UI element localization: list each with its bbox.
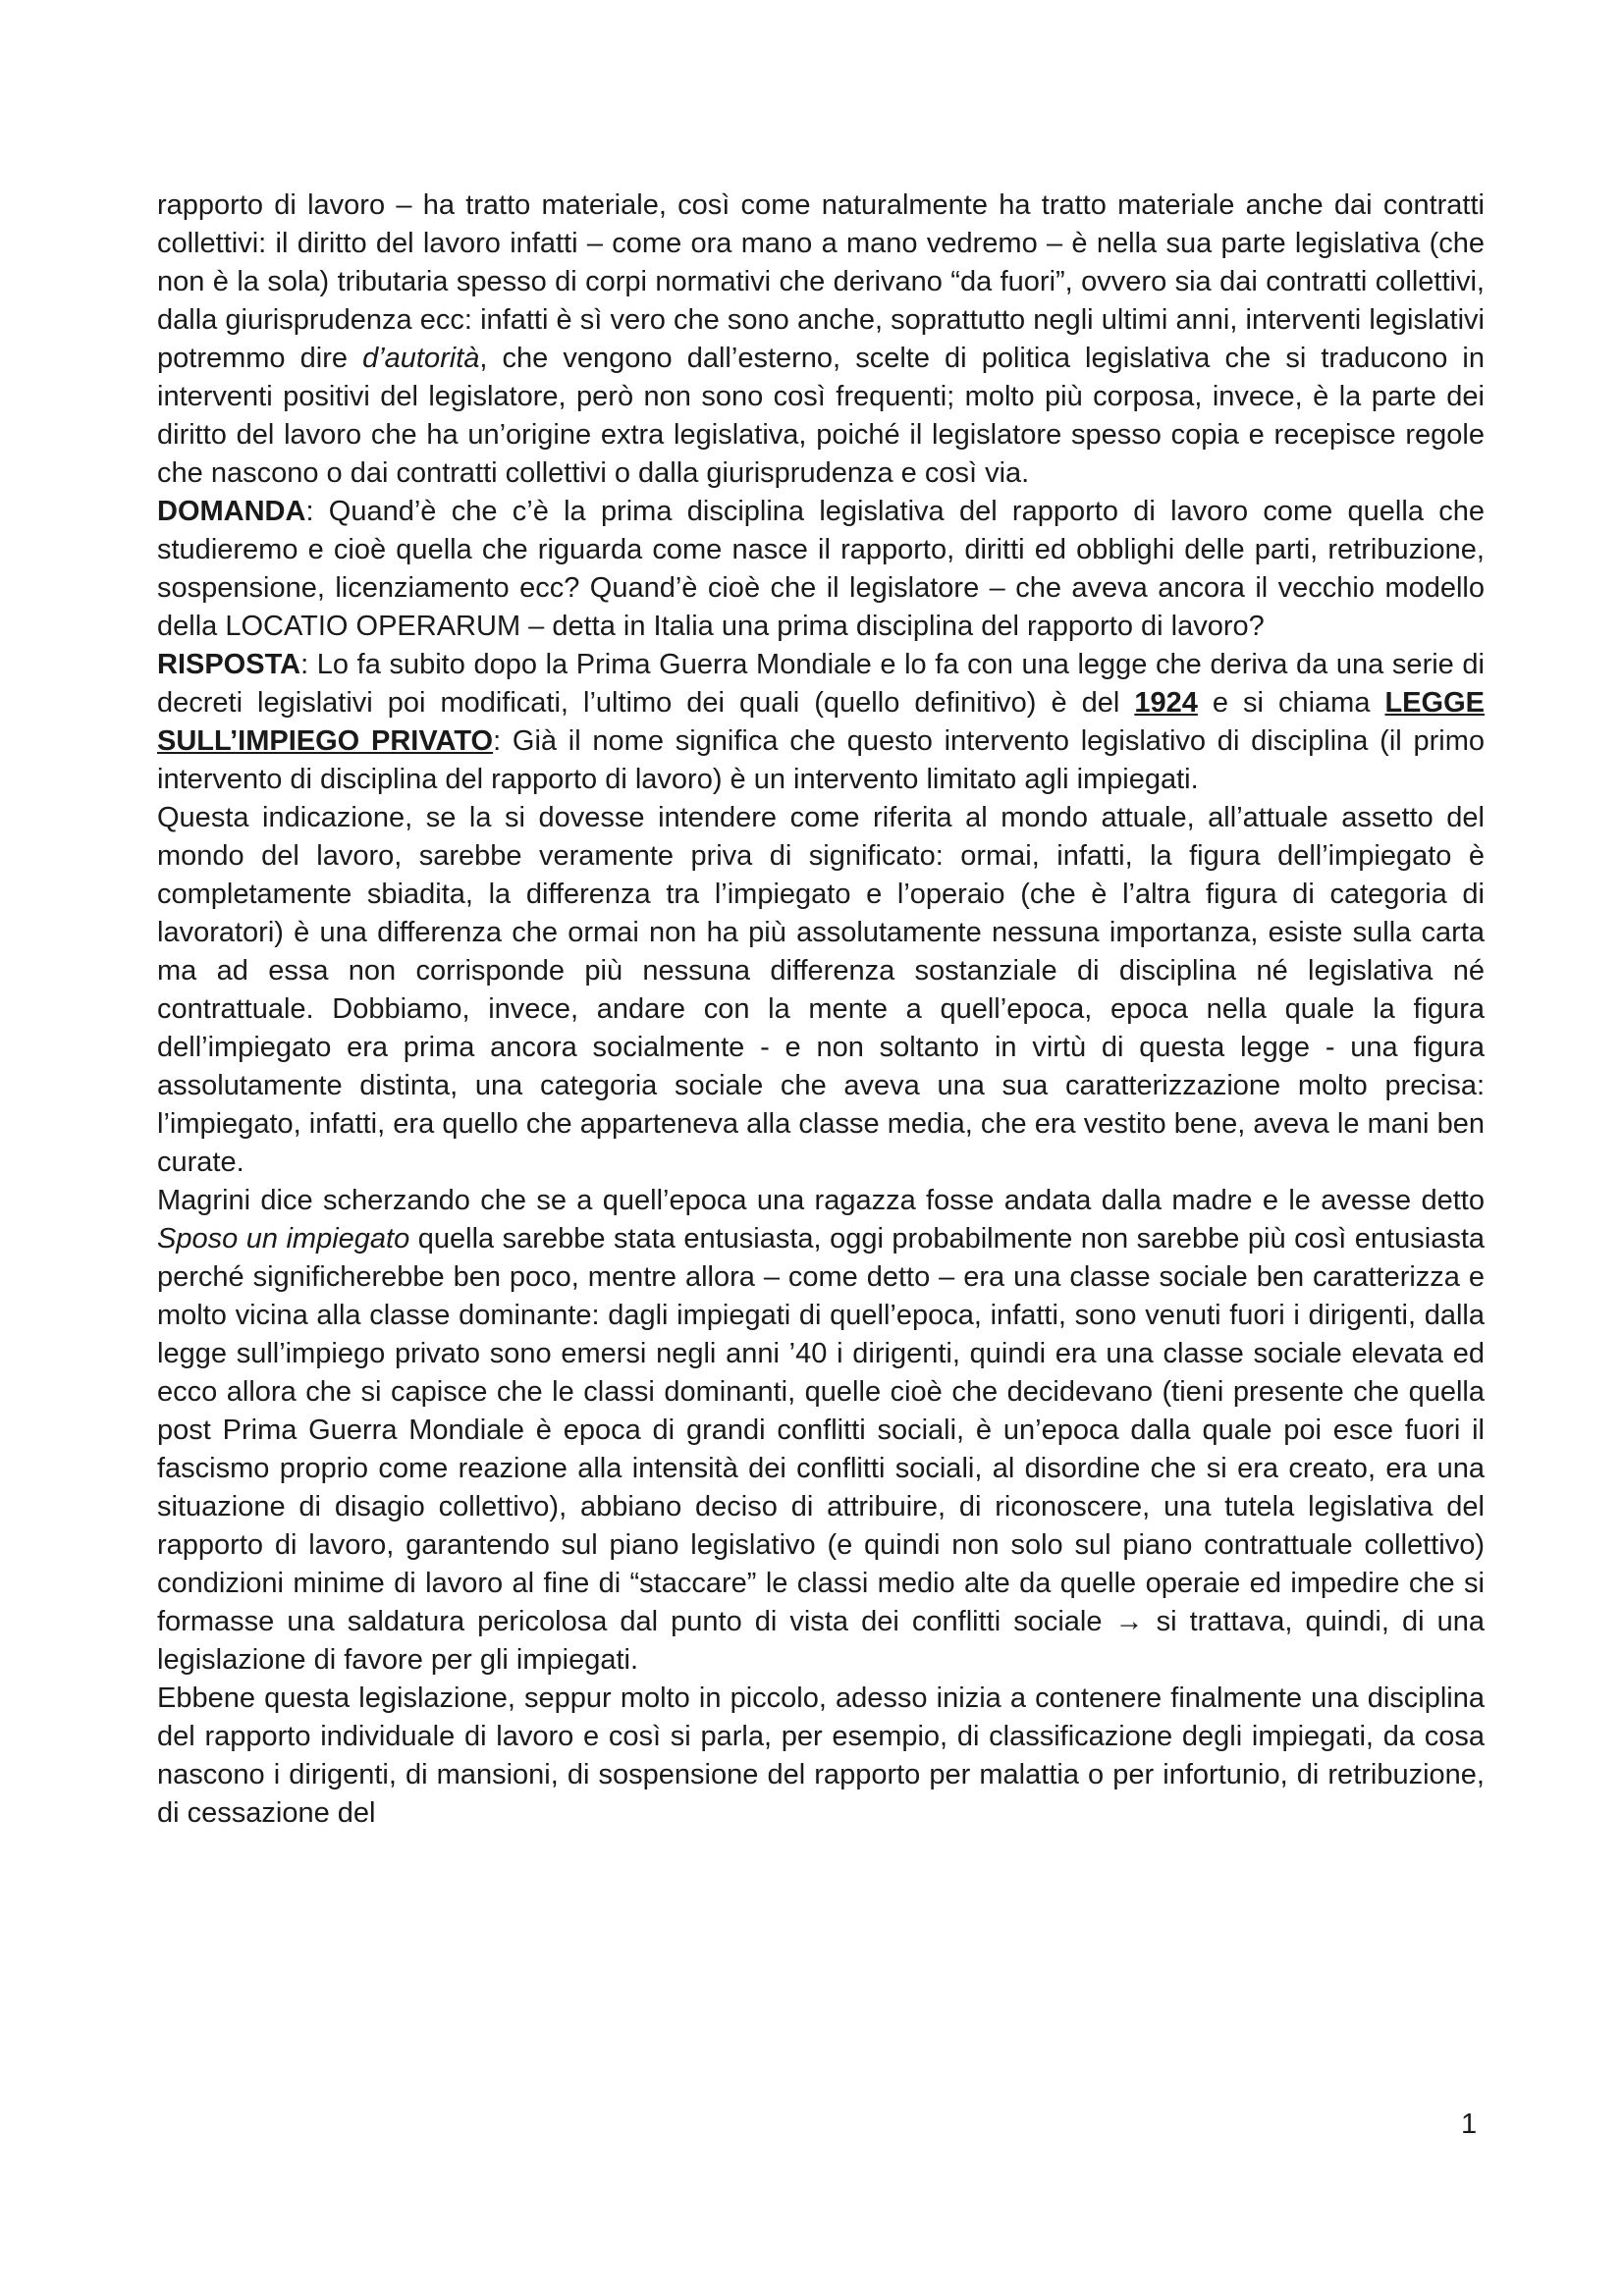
paragraph-1 xyxy=(157,187,1485,493)
paragraph-text: Magrini dice scherzando che se a quell’epoca una ragazza fosse andata dalla madre e le avesse detto xyxy=(157,1185,1485,1216)
paragraph-question xyxy=(157,493,1485,646)
paragraph-text: : Lo fa subito dopo la Prima Guerra Mondiale e lo fa con una legge che deriva da una serie di decreti legislativi poi modificati, l’ultimo dei quali (quello definitivo) è del xyxy=(157,649,1485,719)
paragraph-text: : Quand’è che c’è la prima disciplina legislativa del rapporto di lavoro come quella che studieremo e cioè quella che riguarda come nasce il rapporto, diritti ed obblighi delle parti, retribuzione, sospensione, licenziamento ecc? Quand’è cioè che il legislatore – che aveva ancora il vecchio modello della LOCATIO OPERARUM – detta in Italia una prima disciplina del rapporto di lavoro? xyxy=(157,496,1485,642)
italic-phrase: d’autorità xyxy=(362,343,480,374)
paragraph-text: , che vengono dall’esterno, scelte di politica legislativa che si traducono in interventi positivi del legislatore, però non sono così frequenti; molto più corposa, invece, è la parte dei diritto del lavoro che ha un’origine extra legislativa, poiché il legislatore spesso copia e recepisce regole che nascono o dai contratti collettivi o dalla giurisprudenza e così via. xyxy=(157,343,1486,489)
paragraph-text: rapporto di lavoro – ha tratto materiale, così come naturalmente ha tratto materiale anche dai contratti collettivi: il diritto del lavoro infatti – come ora mano a mano vedremo – è nella sua parte legislativa (che non è la sola) tributaria spesso di corpi normativi che derivano “da fuori”, ovvero sia dai contratti collettivi, dalla giurisprudenza ecc: infatti è sì vero che sono anche, soprattutto negli ultimi anni, interventi legislativi potremmo dire xyxy=(157,189,1485,374)
paragraph-text: si trattava, quindi, di una legislazione di favore per gli impiegati. xyxy=(157,1606,1485,1676)
page-number: 1 xyxy=(1461,2109,1478,2140)
paragraph-text: e si chiama xyxy=(1197,687,1385,719)
paragraph-6: Ebbene questa legislazione, seppur molto in piccolo, adesso inizia a contenere finalmente una disciplina del rapporto individuale di lavoro e così si parla, per esempio, di classificazione degli impiegati, da cosa nascono i dirigenti, di mansioni, di sospensione del rapporto per malattia o per infortunio, di retribuzione, di cessazione del xyxy=(157,1682,1485,1829)
paragraph-4: Questa indicazione, se la si dovesse intendere come riferita al mondo attuale, all’attuale assetto del mondo del lavoro, sarebbe veramente priva di significato: ormai, infatti, la figura dell’impiegato è completamente sbiadita, la differenza tra l’impiegato e l’operaio (che è l’altra figura di categoria di lavoratori) è una differenza che ormai non ha più assolutamente nessuna importanza, esiste sulla carta ma ad essa non corrisponde più nessuna differenza sostanziale di disciplina né legislativa né contrattuale. Dobbiamo, invece, andare con la mente a quell’epoca, epoca nella quale la figura dell’impiegato era prima ancora socialmente - e non soltanto in virtù di questa legge - una figura assolutamente distinta, una categoria sociale che aveva una sua caratterizzazione molto precisa: l’impiegato, infatti, era quello che apparteneva alla classe media, che era vestito bene, aveva le mani ben curate. xyxy=(157,802,1485,1178)
document-body xyxy=(157,187,1485,1833)
paragraph-5 xyxy=(157,1182,1485,1680)
arrow-icon: → xyxy=(1114,1606,1144,1637)
paragraph-answer xyxy=(157,646,1485,799)
answer-label: RISPOSTA xyxy=(157,649,301,680)
question-label: DOMANDA xyxy=(157,496,306,527)
paragraph-text: : Già il nome significa che questo intervento legislativo di disciplina (il primo intervento di disciplina del rapporto di lavoro) è un intervento limitato agli impiegati. xyxy=(157,725,1485,795)
year-highlight: 1924 xyxy=(1134,687,1198,719)
italic-phrase: Sposo un impiegato xyxy=(157,1223,410,1255)
paragraph-text: quella sarebbe stata entusiasta, oggi probabilmente non sarebbe più così entusiasta perché significherebbe ben poco, mentre allora – come detto – era una classe sociale ben caratterizza e molto vicina alla classe dominante: dagli impiegati di quell’epoca, infatti, sono venuti fuori i dirigenti, dalla legge sull’impiego privato sono emersi negli anni ’40 i dirigenti, quindi era una classe sociale elevata ed ecco allora che si capisce che le classi dominanti, quelle cioè che decidevano (tieni presente che quella post Prima Guerra Mondiale è epoca di grandi conflitti sociali, è un’epoca dalla quale poi esce fuori il fascismo proprio come reazione alla intensità dei conflitti sociali, al disordine che si era creato, era una situazione di disagio collettivo), abbiano deciso di attribuire, di riconoscere, una tutela legislativa del rapporto di lavoro, garantendo sul piano legislativo (e quindi non solo sul piano contrattuale collettivo) condizioni minime di lavoro al fine di “staccare” le classi medio alte da quelle operaie ed impedire che si formasse una saldatura pericolosa dal punto di vista dei conflitti sociale xyxy=(157,1223,1486,1637)
law-title-highlight: LEGGE SULL’IMPIEGO PRIVATO xyxy=(157,687,1485,757)
